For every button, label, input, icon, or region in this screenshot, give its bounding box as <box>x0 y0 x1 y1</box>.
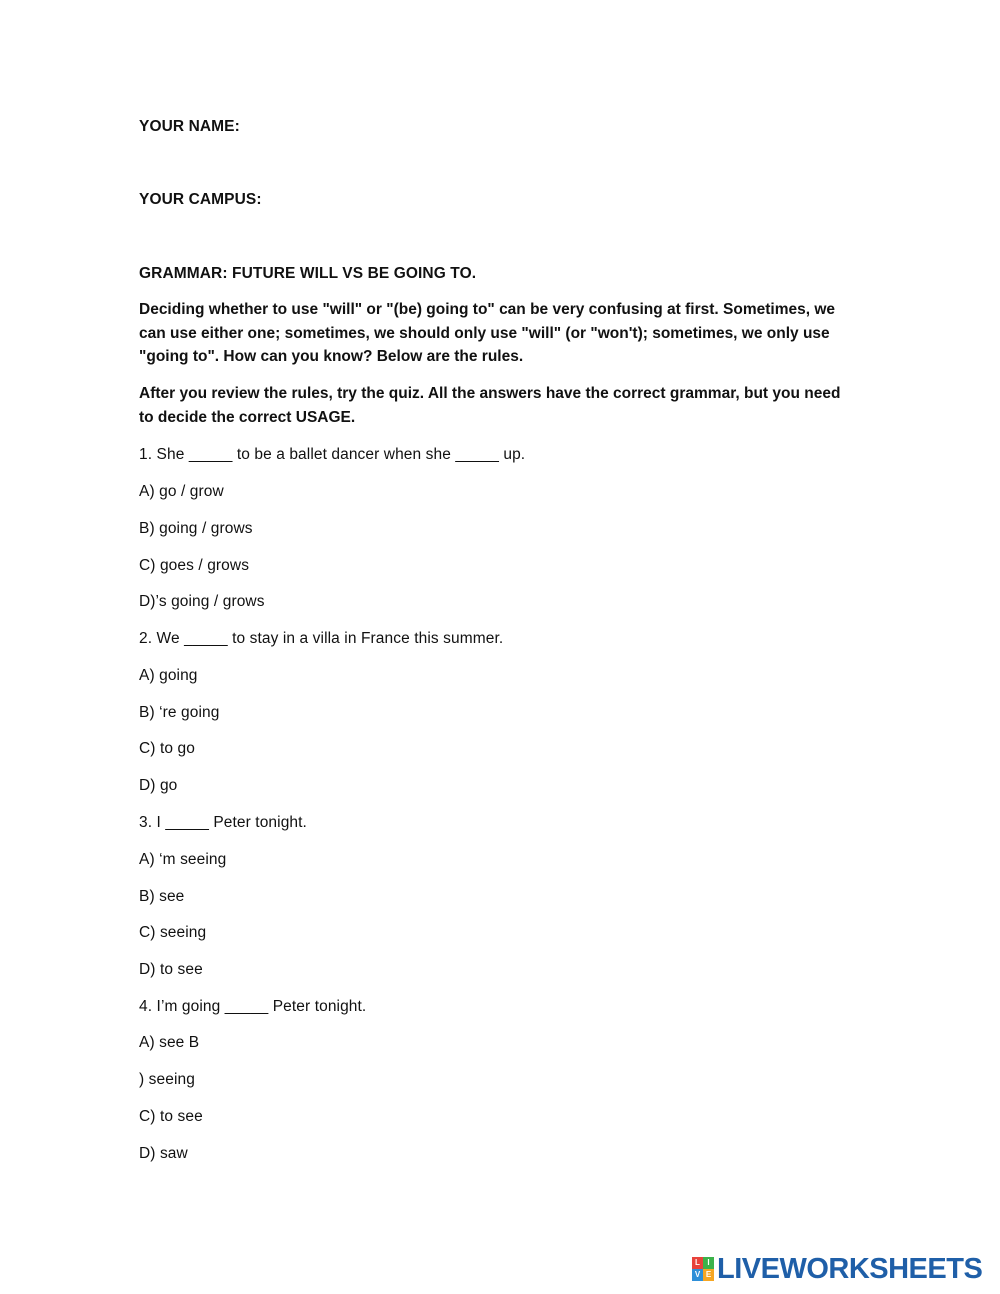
logo-mark-letter: L <box>692 1257 703 1269</box>
q4-option-b: ) seeing <box>139 1071 195 1088</box>
q2-option-b: B) ‘re going <box>139 704 220 721</box>
q3-option-d: D) to see <box>139 961 203 978</box>
worksheet-title: GRAMMAR: FUTURE WILL VS BE GOING TO. <box>139 265 477 282</box>
q4-option-d: D) saw <box>139 1145 188 1162</box>
q2-option-d: D) go <box>139 777 178 794</box>
q3-option-b: B) see <box>139 888 185 905</box>
q1-option-c: C) goes / grows <box>139 557 250 574</box>
q3-option-c: C) seeing <box>139 924 207 941</box>
intro-line: can use either one; sometimes, we should only use "will" (or "won't); sometimes, we only use <box>139 324 830 342</box>
instructions-line: After you review the rules, try the quiz. All the answers have the correct grammar, but you need <box>139 385 841 402</box>
question-1: 1. She _____ to be a ballet dancer when she _____ up. <box>139 446 526 463</box>
q3-option-a: A) ‘m seeing <box>139 851 227 868</box>
q1-option-a: A) go / grow <box>139 483 224 500</box>
question-3: 3. I _____ Peter tonight. <box>139 814 307 831</box>
q1-option-b: B) going / grows <box>139 520 253 537</box>
instructions-paragraph <box>139 382 869 429</box>
your-campus-label: YOUR CAMPUS: <box>139 191 262 208</box>
intro-paragraph <box>139 298 869 369</box>
question-2: 2. We _____ to stay in a villa in France this summer. <box>139 630 504 647</box>
logo-mark-letter: E <box>703 1269 714 1281</box>
q4-option-c: C) to see <box>139 1108 203 1125</box>
intro-line: Deciding whether to use "will" or "(be) going to" can be very confusing at first. Sometimes, we <box>139 301 836 318</box>
question-4: 4. I’m going _____ Peter tonight. <box>139 998 367 1015</box>
q4-option-a: A) see B <box>139 1034 200 1051</box>
your-name-label: YOUR NAME: <box>139 118 240 135</box>
logo-mark-letter: I <box>703 1257 714 1269</box>
liveworksheets-mark-icon <box>692 1257 714 1281</box>
instructions-line: to decide the correct USAGE. <box>139 408 356 426</box>
liveworksheets-logo-text: LIVEWORKSHEETS <box>717 1253 983 1285</box>
q1-option-d: D)’s going / grows <box>139 593 265 610</box>
q2-option-a: A) going <box>139 667 198 684</box>
intro-line: "going to". How can you know? Below are the rules. <box>139 348 524 365</box>
q2-option-c: C) to go <box>139 740 195 757</box>
liveworksheets-logo <box>692 1254 982 1284</box>
logo-mark-letter: V <box>692 1269 703 1281</box>
